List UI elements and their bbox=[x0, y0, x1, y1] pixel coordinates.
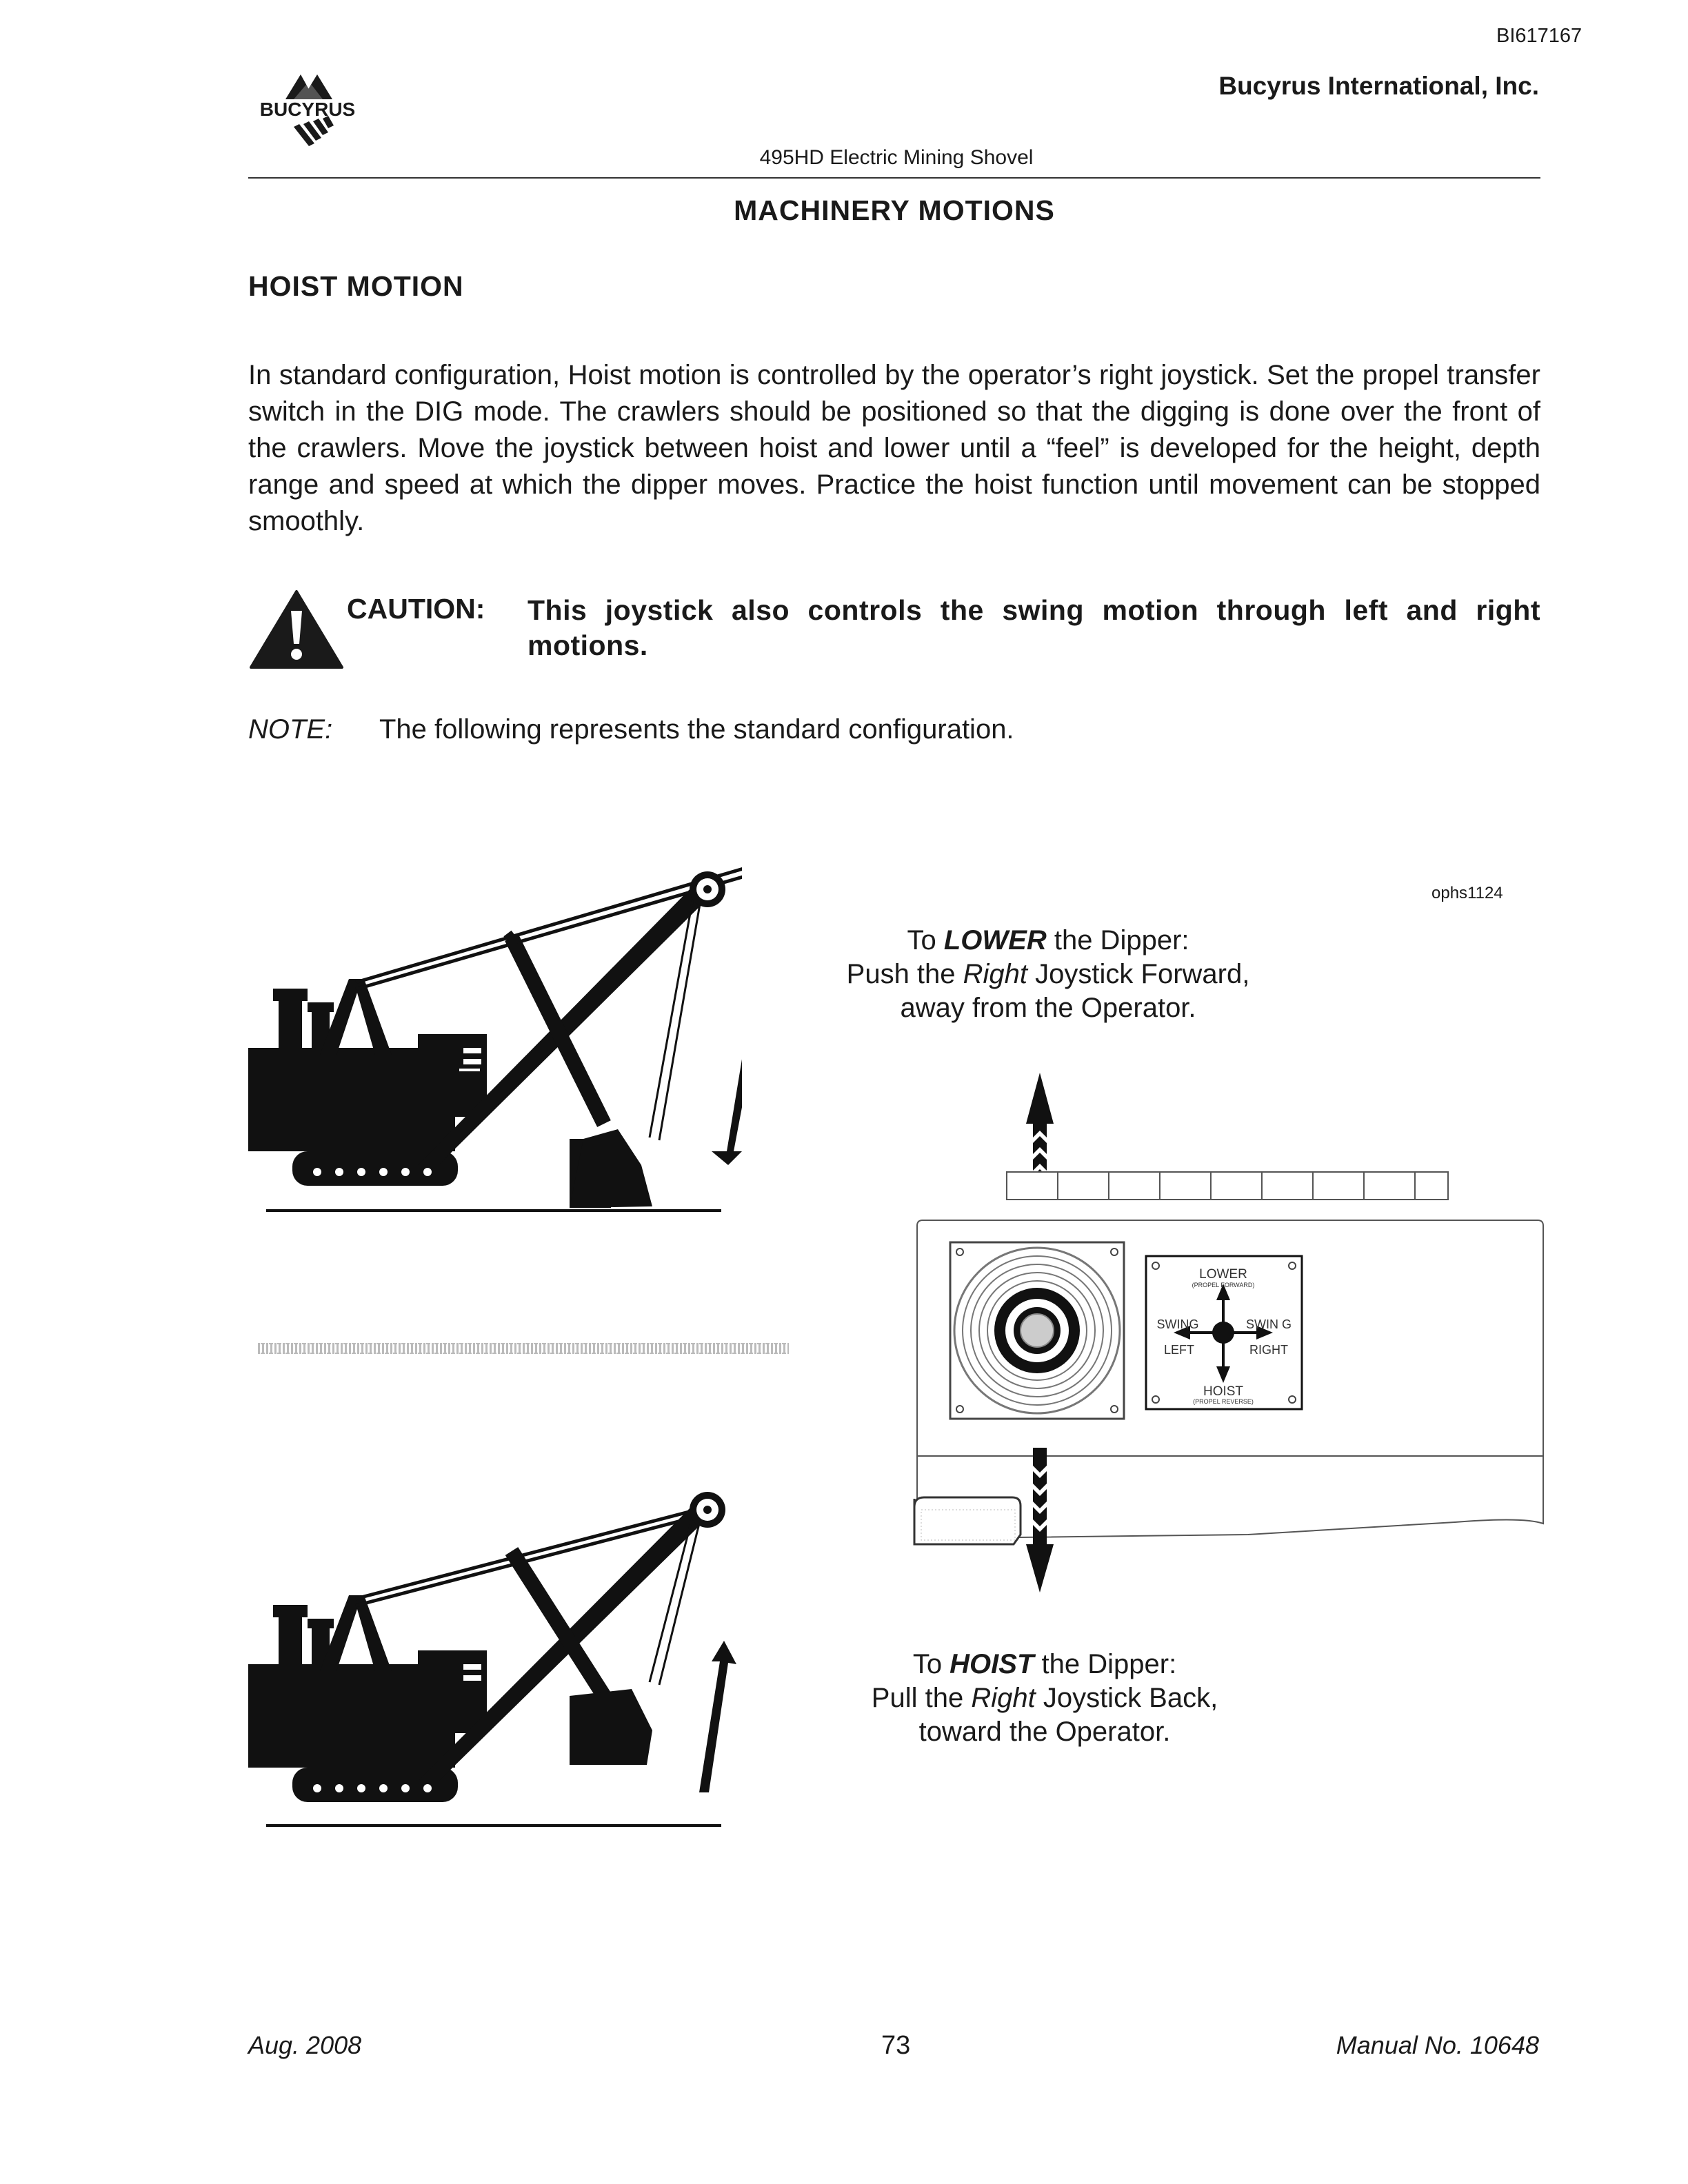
logo-wordmark: BUCYRUS bbox=[259, 99, 356, 120]
header-rule bbox=[248, 177, 1540, 179]
shovel-hoist-illustration bbox=[245, 1475, 742, 1834]
figure-divider bbox=[258, 1343, 789, 1354]
plate-lower-label: LOWER bbox=[1199, 1267, 1247, 1282]
document-id: BI617167 bbox=[1496, 25, 1582, 47]
plate-hoist-sub: (PROPEL REVERSE) bbox=[1193, 1398, 1254, 1405]
note-label: NOTE: bbox=[248, 714, 333, 745]
caution-text: This joystick also controls the swing motion through left and right motions. bbox=[528, 594, 1540, 661]
plate-swing-right: SWIN G bbox=[1246, 1317, 1292, 1331]
hoist-instruction: To HOIST the Dipper: Pull the Right Joystick Back, toward the Operator. bbox=[871, 1649, 1218, 1747]
figure-id: ophs1124 bbox=[1431, 884, 1503, 902]
page-number: 73 bbox=[881, 2031, 911, 2060]
plate-swing-left: SWING bbox=[1156, 1317, 1199, 1331]
manual-number: Manual No. 10648 bbox=[1336, 2031, 1539, 2059]
caution-label: CAUTION: bbox=[347, 593, 485, 625]
note-text: The following represents the standard configuration. bbox=[379, 714, 1014, 745]
plate-left: LEFT bbox=[1163, 1343, 1195, 1357]
section-title: MACHINERY MOTIONS bbox=[734, 194, 1055, 226]
shovel-lower-illustration bbox=[245, 862, 742, 1220]
company-name: Bucyrus International, Inc. bbox=[1218, 72, 1539, 100]
document-subtitle: 495HD Electric Mining Shovel bbox=[759, 146, 1034, 169]
plate-hoist-label: HOIST bbox=[1203, 1384, 1244, 1399]
subsection-title: HOIST MOTION bbox=[248, 270, 464, 302]
footer-date: Aug. 2008 bbox=[248, 2031, 362, 2059]
joystick-console-diagram bbox=[903, 1062, 1551, 1599]
plate-lower-sub: (PROPEL FORWARD) bbox=[1192, 1282, 1255, 1288]
lower-instruction: To LOWER the Dipper: Push the Right Joystick Forward, away from the Operator. bbox=[846, 925, 1250, 1023]
body-paragraph: In standard configuration, Hoist motion is controlled by the operator’s right joystick. Set the propel transfer switch in the DIG mode. The crawlers should be positioned so that the digging is done over the front of the crawlers. Move the joystick between hoist and lower until a “feel” is developed for the height, depth range and speed at which the dipper moves. Practice the hoist function until movement can be stopped smoothly. bbox=[248, 360, 1540, 536]
plate-right: RIGHT bbox=[1249, 1343, 1288, 1357]
warning-triangle-icon bbox=[248, 589, 345, 670]
bucyrus-logo bbox=[245, 69, 370, 149]
